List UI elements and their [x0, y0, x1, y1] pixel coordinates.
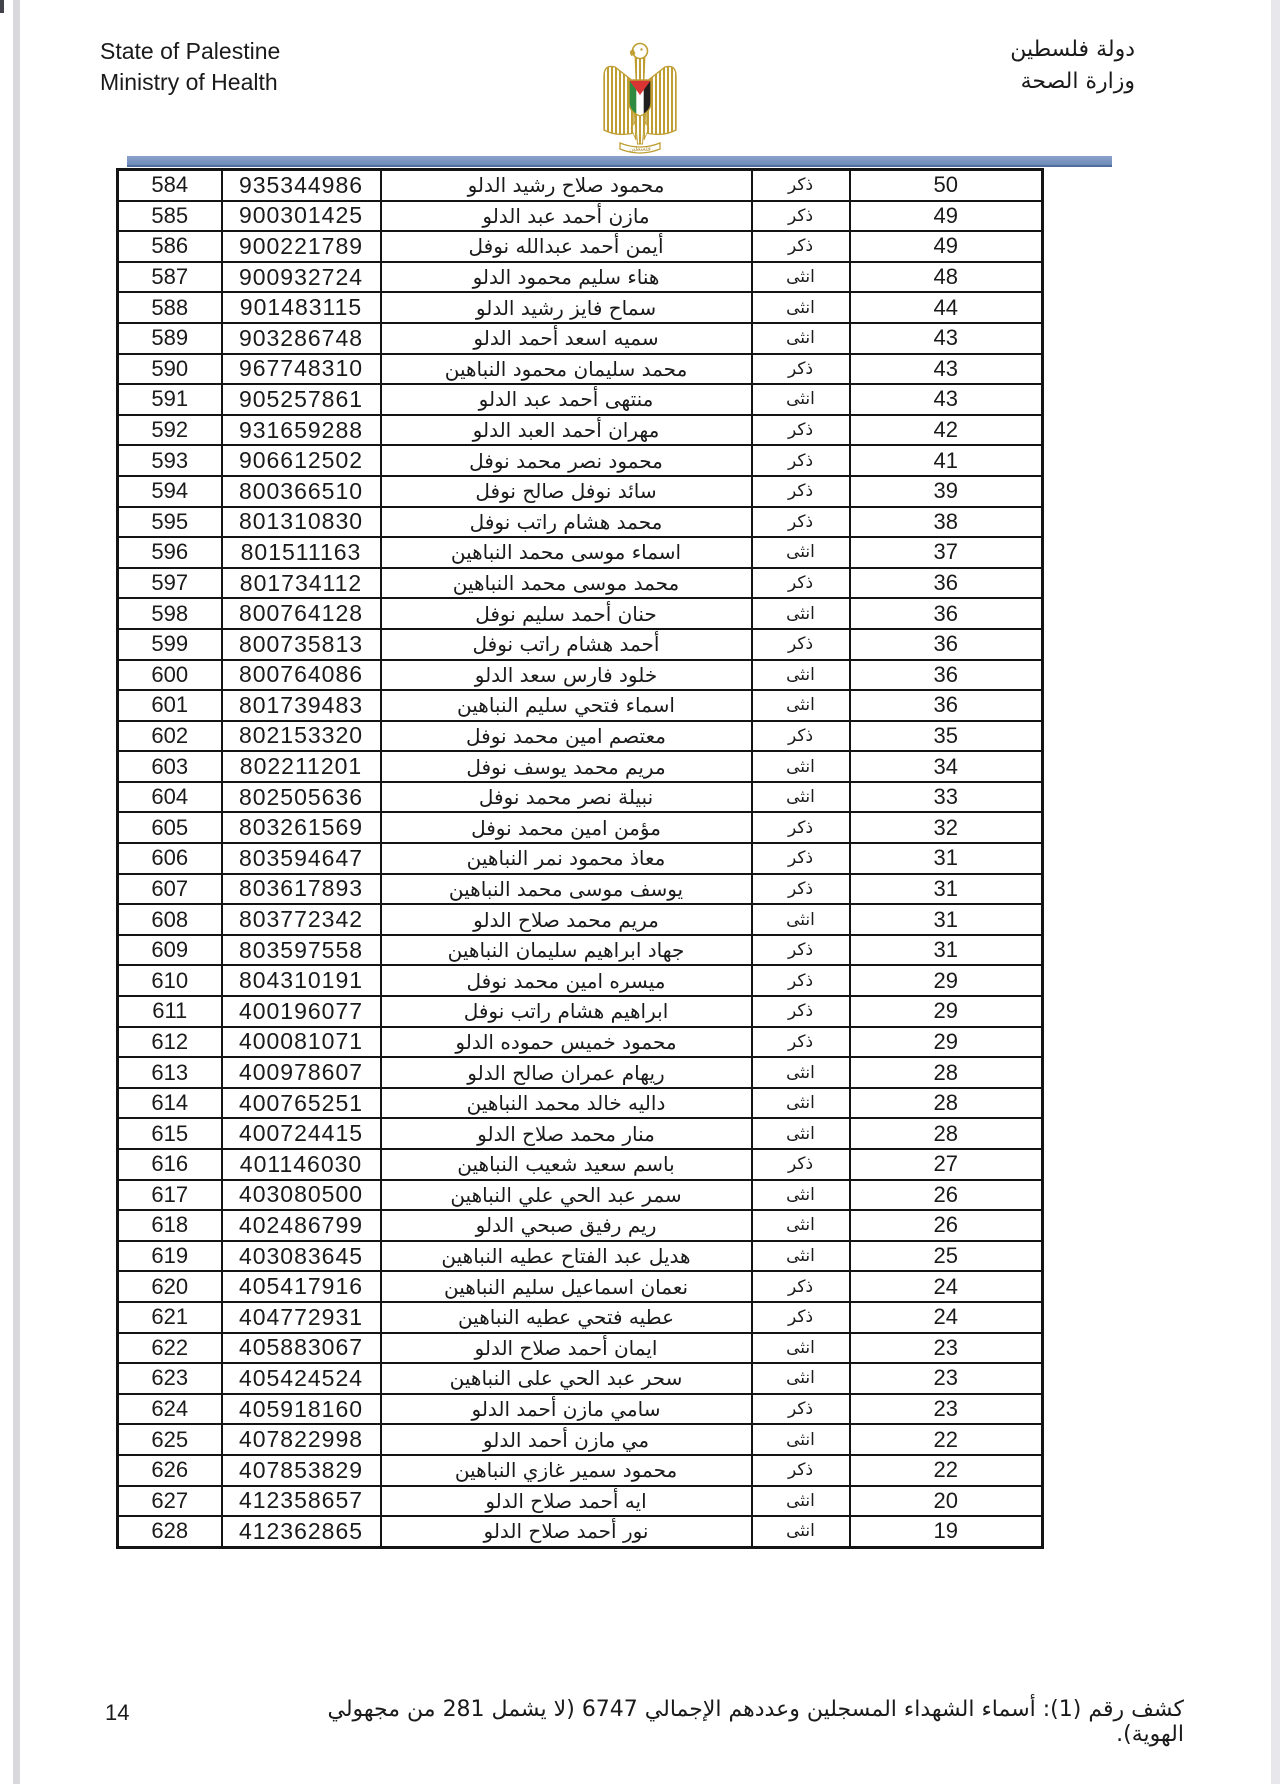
age-cell: 28: [850, 1057, 1043, 1088]
age-cell: 49: [850, 201, 1043, 232]
id-cell: 803594647: [222, 843, 381, 874]
table-row: [118, 384, 1043, 415]
name-cell: جهاد ابراهيم سليمان النباهين: [381, 935, 752, 966]
age-cell: 19: [850, 1516, 1043, 1547]
table-row: [118, 323, 1043, 354]
id-cell: 802211201: [222, 751, 381, 782]
gender-cell: انثى: [752, 1088, 850, 1119]
gender-cell: ذكر: [752, 874, 850, 905]
serial-cell: 615: [118, 1118, 222, 1149]
table-row: [118, 660, 1043, 691]
scan-edge-stripe-left: [13, 0, 20, 1784]
table-row: [118, 1516, 1043, 1547]
serial-cell: 609: [118, 935, 222, 966]
age-cell: 39: [850, 476, 1043, 507]
gender-cell: ذكر: [752, 721, 850, 752]
age-cell: 41: [850, 445, 1043, 476]
serial-cell: 605: [118, 812, 222, 843]
gender-cell: انثى: [752, 1180, 850, 1211]
table-row: [118, 1241, 1043, 1272]
id-cell: 906612502: [222, 445, 381, 476]
header-arabic-line2: وزارة الصحة: [1020, 69, 1135, 94]
table-row: [118, 843, 1043, 874]
age-cell: 31: [850, 935, 1043, 966]
gender-cell: ذكر: [752, 1271, 850, 1302]
serial-cell: 620: [118, 1271, 222, 1302]
age-cell: 31: [850, 843, 1043, 874]
age-cell: 29: [850, 965, 1043, 996]
name-cell: سحر عبد الحي على النباهين: [381, 1363, 752, 1394]
age-cell: 25: [850, 1241, 1043, 1272]
gender-cell: انثى: [752, 690, 850, 721]
table-row: [118, 1118, 1043, 1149]
id-cell: 901483115: [222, 292, 381, 323]
id-cell: 803772342: [222, 904, 381, 935]
table-row: [118, 1363, 1043, 1394]
table-row: [118, 1027, 1043, 1058]
serial-cell: 587: [118, 262, 222, 293]
age-cell: 26: [850, 1180, 1043, 1211]
header-arabic: [1010, 34, 1135, 98]
age-cell: 36: [850, 660, 1043, 691]
id-cell: 404772931: [222, 1302, 381, 1333]
id-cell: 401146030: [222, 1149, 381, 1180]
id-cell: 905257861: [222, 384, 381, 415]
table-row: [118, 476, 1043, 507]
gender-cell: ذكر: [752, 354, 850, 385]
name-cell: سماح فايز رشيد الدلو: [381, 292, 752, 323]
id-cell: 400765251: [222, 1088, 381, 1119]
table-row: [118, 1149, 1043, 1180]
table-row: [118, 996, 1043, 1027]
martyrs-roster-table: [116, 168, 1044, 1549]
name-cell: سائد نوفل صالح نوفل: [381, 476, 752, 507]
table-row: [118, 415, 1043, 446]
gender-cell: ذكر: [752, 935, 850, 966]
id-cell: 400196077: [222, 996, 381, 1027]
id-cell: 802153320: [222, 721, 381, 752]
name-cell: داليه خالد محمد النباهين: [381, 1088, 752, 1119]
name-cell: عطيه فتحي عطيه النباهين: [381, 1302, 752, 1333]
name-cell: اسماء موسى محمد النباهين: [381, 537, 752, 568]
id-cell: 900221789: [222, 231, 381, 262]
age-cell: 26: [850, 1210, 1043, 1241]
name-cell: ريهام عمران صالح الدلو: [381, 1057, 752, 1088]
id-cell: 800764128: [222, 598, 381, 629]
page-number: 14: [105, 1700, 130, 1725]
age-cell: 44: [850, 292, 1043, 323]
name-cell: منار محمد صلاح الدلو: [381, 1118, 752, 1149]
id-cell: 407853829: [222, 1455, 381, 1486]
serial-cell: 618: [118, 1210, 222, 1241]
age-cell: 28: [850, 1118, 1043, 1149]
name-cell: أحمد هشام راتب نوفل: [381, 629, 752, 660]
serial-cell: 595: [118, 507, 222, 538]
age-cell: 29: [850, 996, 1043, 1027]
header-english: [100, 36, 280, 98]
id-cell: 400081071: [222, 1027, 381, 1058]
serial-cell: 622: [118, 1333, 222, 1364]
id-cell: 412358657: [222, 1486, 381, 1517]
serial-cell: 611: [118, 996, 222, 1027]
name-cell: نبيلة نصر محمد نوفل: [381, 782, 752, 813]
gender-cell: انثى: [752, 323, 850, 354]
name-cell: سامي مازن أحمد الدلو: [381, 1394, 752, 1425]
name-cell: اسماء فتحي سليم النباهين: [381, 690, 752, 721]
gender-cell: ذكر: [752, 170, 850, 201]
name-cell: هديل عبد الفتاح عطيه النباهين: [381, 1241, 752, 1272]
serial-cell: 610: [118, 965, 222, 996]
name-cell: ميسره امين محمد نوفل: [381, 965, 752, 996]
gender-cell: ذكر: [752, 812, 850, 843]
serial-cell: 597: [118, 568, 222, 599]
table-row: [118, 1394, 1043, 1425]
name-cell: معتصم امين محمد نوفل: [381, 721, 752, 752]
serial-cell: 592: [118, 415, 222, 446]
table-row: [118, 537, 1043, 568]
table-row: [118, 292, 1043, 323]
gender-cell: ذكر: [752, 507, 850, 538]
age-cell: 32: [850, 812, 1043, 843]
serial-cell: 616: [118, 1149, 222, 1180]
id-cell: 402486799: [222, 1210, 381, 1241]
id-cell: 801310830: [222, 507, 381, 538]
name-cell: محمود خميس حموده الدلو: [381, 1027, 752, 1058]
id-cell: 903286748: [222, 323, 381, 354]
table-row: [118, 1180, 1043, 1211]
table-row: [118, 1088, 1043, 1119]
gender-cell: انثى: [752, 384, 850, 415]
age-cell: 48: [850, 262, 1043, 293]
age-cell: 42: [850, 415, 1043, 446]
table-row: [118, 568, 1043, 599]
serial-cell: 606: [118, 843, 222, 874]
gender-cell: ذكر: [752, 996, 850, 1027]
name-cell: محمد موسى محمد النباهين: [381, 568, 752, 599]
id-cell: 801511163: [222, 537, 381, 568]
gender-cell: ذكر: [752, 1027, 850, 1058]
id-cell: 900932724: [222, 262, 381, 293]
gender-cell: انثى: [752, 1516, 850, 1547]
age-cell: 43: [850, 384, 1043, 415]
age-cell: 33: [850, 782, 1043, 813]
name-cell: ريم رفيق صبحي الدلو: [381, 1210, 752, 1241]
id-cell: 403083645: [222, 1241, 381, 1272]
age-cell: 22: [850, 1455, 1043, 1486]
table-row: [118, 1333, 1043, 1364]
age-cell: 36: [850, 690, 1043, 721]
gender-cell: انثى: [752, 262, 850, 293]
table-row: [118, 507, 1043, 538]
age-cell: 23: [850, 1394, 1043, 1425]
age-cell: 35: [850, 721, 1043, 752]
gender-cell: انثى: [752, 1333, 850, 1364]
gender-cell: انثى: [752, 782, 850, 813]
table-row: [118, 598, 1043, 629]
serial-cell: 607: [118, 874, 222, 905]
age-cell: 29: [850, 1027, 1043, 1058]
table-row: [118, 170, 1043, 201]
id-cell: 407822998: [222, 1424, 381, 1455]
id-cell: 405918160: [222, 1394, 381, 1425]
table-row: [118, 354, 1043, 385]
gender-cell: ذكر: [752, 568, 850, 599]
serial-cell: 626: [118, 1455, 222, 1486]
table-row: [118, 965, 1043, 996]
serial-cell: 624: [118, 1394, 222, 1425]
gender-cell: ذكر: [752, 231, 850, 262]
serial-cell: 594: [118, 476, 222, 507]
age-cell: 43: [850, 354, 1043, 385]
gender-cell: انثى: [752, 1424, 850, 1455]
name-cell: مريم محمد يوسف نوفل: [381, 751, 752, 782]
id-cell: 967748310: [222, 354, 381, 385]
table-row: [118, 1057, 1043, 1088]
serial-cell: 596: [118, 537, 222, 568]
name-cell: محمود نصر محمد نوفل: [381, 445, 752, 476]
age-cell: 50: [850, 170, 1043, 201]
table-row: [118, 782, 1043, 813]
serial-cell: 600: [118, 660, 222, 691]
id-cell: 900301425: [222, 201, 381, 232]
divider-bar: [127, 156, 1112, 167]
roster-table-body: [118, 170, 1043, 1548]
serial-cell: 599: [118, 629, 222, 660]
serial-cell: 621: [118, 1302, 222, 1333]
age-cell: 24: [850, 1271, 1043, 1302]
name-cell: سميه اسعد أحمد الدلو: [381, 323, 752, 354]
name-cell: باسم سعيد شعيب النباهين: [381, 1149, 752, 1180]
gender-cell: ذكر: [752, 629, 850, 660]
serial-cell: 593: [118, 445, 222, 476]
age-cell: 43: [850, 323, 1043, 354]
palestine-coat-of-arms-icon: [595, 36, 685, 158]
age-cell: 20: [850, 1486, 1043, 1517]
age-cell: 27: [850, 1149, 1043, 1180]
serial-cell: 608: [118, 904, 222, 935]
table-row: [118, 751, 1043, 782]
name-cell: مهران أحمد العبد الدلو: [381, 415, 752, 446]
footer-note: كشف رقم (1): أسماء الشهداء المسجلين وعددهم الإجمالي 6747 (لا يشمل 281 من مجهولي الهوية).: [327, 1697, 1184, 1747]
name-cell: ايمان أحمد صلاح الدلو: [381, 1333, 752, 1364]
gender-cell: انثى: [752, 1057, 850, 1088]
gender-cell: ذكر: [752, 843, 850, 874]
scan-corner-artifact: [0, 0, 4, 13]
gender-cell: انثى: [752, 904, 850, 935]
gender-cell: انثى: [752, 1210, 850, 1241]
name-cell: محمود صلاح رشيد الدلو: [381, 170, 752, 201]
serial-cell: 601: [118, 690, 222, 721]
age-cell: 36: [850, 598, 1043, 629]
age-cell: 23: [850, 1363, 1043, 1394]
serial-cell: 591: [118, 384, 222, 415]
serial-cell: 598: [118, 598, 222, 629]
serial-cell: 625: [118, 1424, 222, 1455]
table-row: [118, 904, 1043, 935]
id-cell: 403080500: [222, 1180, 381, 1211]
serial-cell: 584: [118, 170, 222, 201]
age-cell: 37: [850, 537, 1043, 568]
serial-cell: 588: [118, 292, 222, 323]
id-cell: 802505636: [222, 782, 381, 813]
name-cell: مي مازن أحمد الدلو: [381, 1424, 752, 1455]
name-cell: يوسف موسى محمد النباهين: [381, 874, 752, 905]
id-cell: 801739483: [222, 690, 381, 721]
name-cell: معاذ محمود نمر النباهين: [381, 843, 752, 874]
age-cell: 49: [850, 231, 1043, 262]
id-cell: 412362865: [222, 1516, 381, 1547]
id-cell: 804310191: [222, 965, 381, 996]
name-cell: هناء سليم محمود الدلو: [381, 262, 752, 293]
age-cell: 23: [850, 1333, 1043, 1364]
age-cell: 31: [850, 874, 1043, 905]
age-cell: 22: [850, 1424, 1043, 1455]
gender-cell: ذكر: [752, 476, 850, 507]
serial-cell: 589: [118, 323, 222, 354]
id-cell: 405417916: [222, 1271, 381, 1302]
id-cell: 800366510: [222, 476, 381, 507]
gender-cell: انثى: [752, 660, 850, 691]
serial-cell: 623: [118, 1363, 222, 1394]
name-cell: محمد هشام راتب نوفل: [381, 507, 752, 538]
serial-cell: 617: [118, 1180, 222, 1211]
table-row: [118, 1486, 1043, 1517]
id-cell: 800735813: [222, 629, 381, 660]
table-row: [118, 1302, 1043, 1333]
name-cell: ايه أحمد صلاح الدلو: [381, 1486, 752, 1517]
id-cell: 801734112: [222, 568, 381, 599]
table-row: [118, 874, 1043, 905]
id-cell: 800764086: [222, 660, 381, 691]
table-row: [118, 1271, 1043, 1302]
age-cell: 24: [850, 1302, 1043, 1333]
id-cell: 803261569: [222, 812, 381, 843]
header-english-line2: Ministry of Health: [100, 69, 278, 95]
id-cell: 405883067: [222, 1333, 381, 1364]
serial-cell: 628: [118, 1516, 222, 1547]
gender-cell: ذكر: [752, 201, 850, 232]
table-row: [118, 201, 1043, 232]
age-cell: 34: [850, 751, 1043, 782]
name-cell: أيمن أحمد عبدالله نوفل: [381, 231, 752, 262]
table-row: [118, 812, 1043, 843]
name-cell: مازن أحمد عبد الدلو: [381, 201, 752, 232]
name-cell: نور أحمد صلاح الدلو: [381, 1516, 752, 1547]
table-row: [118, 690, 1043, 721]
gender-cell: ذكر: [752, 1394, 850, 1425]
gender-cell: انثى: [752, 1363, 850, 1394]
serial-cell: 604: [118, 782, 222, 813]
table-row: [118, 1455, 1043, 1486]
name-cell: محمود سمير غازي النباهين: [381, 1455, 752, 1486]
table-row: [118, 721, 1043, 752]
header-arabic-line1: دولة فلسطين: [1010, 37, 1135, 62]
id-cell: 400978607: [222, 1057, 381, 1088]
table-row: [118, 445, 1043, 476]
gender-cell: انثى: [752, 1486, 850, 1517]
name-cell: محمد سليمان محمود النباهين: [381, 354, 752, 385]
name-cell: سمر عبد الحي علي النباهين: [381, 1180, 752, 1211]
name-cell: ابراهيم هشام راتب نوفل: [381, 996, 752, 1027]
serial-cell: 627: [118, 1486, 222, 1517]
gender-cell: انثى: [752, 1241, 850, 1272]
id-cell: 931659288: [222, 415, 381, 446]
name-cell: مريم محمد صلاح الدلو: [381, 904, 752, 935]
serial-cell: 613: [118, 1057, 222, 1088]
id-cell: 803597558: [222, 935, 381, 966]
gender-cell: ذكر: [752, 445, 850, 476]
table-row: [118, 231, 1043, 262]
table-row: [118, 1424, 1043, 1455]
scan-edge-stripe-right: [1271, 0, 1280, 1784]
id-cell: 405424524: [222, 1363, 381, 1394]
serial-cell: 585: [118, 201, 222, 232]
table-row: [118, 1210, 1043, 1241]
age-cell: 36: [850, 629, 1043, 660]
age-cell: 38: [850, 507, 1043, 538]
table-row: [118, 935, 1043, 966]
gender-cell: ذكر: [752, 415, 850, 446]
gender-cell: ذكر: [752, 1149, 850, 1180]
name-cell: خلود فارس سعد الدلو: [381, 660, 752, 691]
gender-cell: انثى: [752, 598, 850, 629]
table-row: [118, 629, 1043, 660]
gender-cell: ذكر: [752, 965, 850, 996]
emblem-banner-text: فلسطين: [629, 145, 651, 153]
gender-cell: ذكر: [752, 1455, 850, 1486]
serial-cell: 619: [118, 1241, 222, 1272]
serial-cell: 586: [118, 231, 222, 262]
id-cell: 803617893: [222, 874, 381, 905]
serial-cell: 602: [118, 721, 222, 752]
gender-cell: انثى: [752, 1118, 850, 1149]
gender-cell: انثى: [752, 751, 850, 782]
name-cell: منتهى أحمد عبد الدلو: [381, 384, 752, 415]
id-cell: 935344986: [222, 170, 381, 201]
age-cell: 28: [850, 1088, 1043, 1119]
header-english-line1: State of Palestine: [100, 38, 281, 64]
name-cell: نعمان اسماعيل سليم النباهين: [381, 1271, 752, 1302]
id-cell: 400724415: [222, 1118, 381, 1149]
serial-cell: 603: [118, 751, 222, 782]
age-cell: 31: [850, 904, 1043, 935]
gender-cell: انثى: [752, 292, 850, 323]
serial-cell: 590: [118, 354, 222, 385]
serial-cell: 614: [118, 1088, 222, 1119]
age-cell: 36: [850, 568, 1043, 599]
gender-cell: انثى: [752, 537, 850, 568]
table-row: [118, 262, 1043, 293]
gender-cell: ذكر: [752, 1302, 850, 1333]
serial-cell: 612: [118, 1027, 222, 1058]
name-cell: حنان أحمد سليم نوفل: [381, 598, 752, 629]
name-cell: مؤمن امين محمد نوفل: [381, 812, 752, 843]
